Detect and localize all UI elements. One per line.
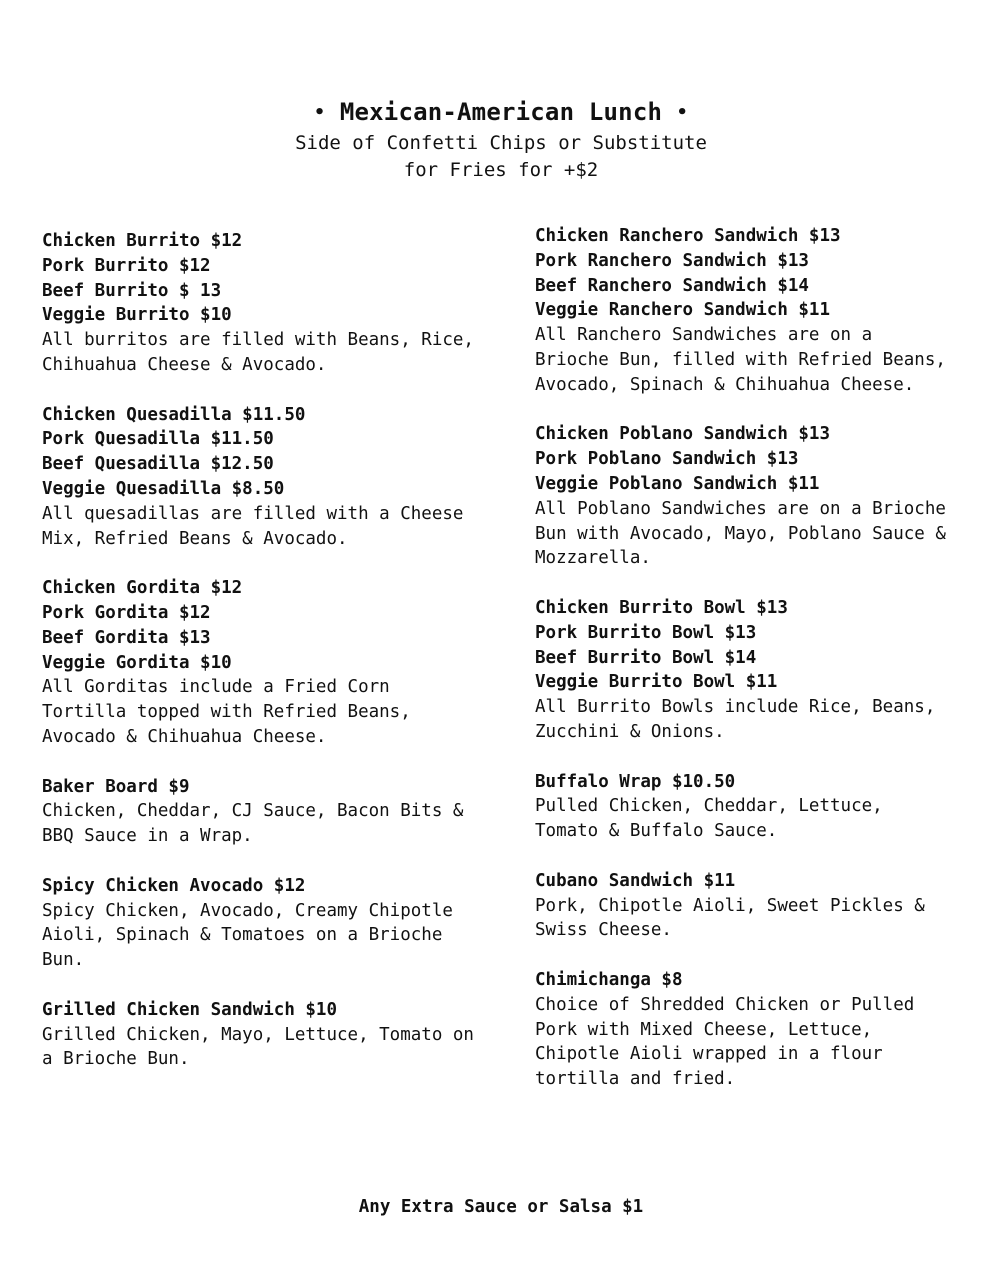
- menu-item: Chicken Ranchero Sandwich $13: [535, 226, 841, 246]
- menu-footer-note: Any Extra Sauce or Salsa $1: [358, 1197, 644, 1217]
- menu-item: Chicken Gordita $12: [42, 578, 243, 599]
- menu-item-description: Pork, Chipotle Aioli, Sweet Pickles & Swiss Cheese.: [535, 895, 925, 941]
- menu-item-description: Grilled Chicken, Mayo, Lettuce, Tomato on a Brioche Bun.: [42, 1024, 474, 1070]
- menu-section: [535, 770, 975, 844]
- menu-section: [42, 576, 502, 750]
- menu-item-description: All Gorditas include a Fried Corn Tortilla topped with Refried Beans, Avocado & Chihuahua Cheese.: [42, 677, 411, 747]
- menu-item: Chicken Poblano Sandwich $13: [535, 424, 831, 445]
- menu-title-text: Mexican-American Lunch: [339, 98, 663, 126]
- menu-item: Pork Gordita $12: [42, 602, 211, 623]
- menu-section: [42, 874, 502, 973]
- menu-section: [42, 998, 502, 1072]
- menu-item: Beef Gordita $13: [42, 627, 211, 648]
- menu-item-description: All Burrito Bowls include Rice, Beans, Zucchini & Onions.: [535, 697, 936, 742]
- menu-item: Veggie Gordita $10: [42, 652, 232, 673]
- menu-item: Veggie Quesadilla $8.50: [42, 478, 285, 499]
- menu-item: Beef Burrito $ 13: [42, 280, 222, 301]
- menu-item: Chicken Burrito $12: [42, 231, 243, 251]
- menu-section: [535, 869, 975, 943]
- menu-section: [42, 403, 502, 552]
- menu-section: [535, 422, 975, 571]
- menu-item: Chicken Burrito Bowl $13: [535, 597, 788, 618]
- menu-item: Buffalo Wrap $10.50: [535, 771, 736, 792]
- menu-section: [42, 229, 502, 378]
- menu-item: Beef Burrito Bowl $14: [535, 647, 757, 668]
- menu-item: Pork Quesadilla $11.50: [42, 429, 274, 450]
- menu-item: Veggie Burrito $10: [42, 305, 232, 326]
- menu-item-description: All burritos are filled with Beans, Rice, Chihuahua Cheese & Avocado.: [42, 330, 474, 375]
- menu-item-description: All quesadillas are filled with a Cheese Mix, Refried Beans & Avocado.: [42, 503, 464, 549]
- menu-item: Cubano Sandwich $11: [535, 870, 736, 891]
- menu-item: Spicy Chicken Avocado $12: [42, 875, 306, 896]
- menu-section: [42, 775, 502, 849]
- left-menu-column: [42, 229, 502, 1097]
- menu-section: [535, 596, 975, 745]
- menu-item: Chicken Quesadilla $11.50: [42, 404, 306, 425]
- bullet-right: •: [676, 102, 688, 123]
- menu-item-description: Pulled Chicken, Cheddar, Lettuce, Tomato & Buffalo Sauce.: [535, 796, 883, 842]
- menu-item: Chimichanga $8: [535, 969, 683, 990]
- right-menu-column: [535, 224, 975, 1117]
- menu-item: Veggie Ranchero Sandwich $11: [535, 300, 831, 321]
- menu-item-description: Chicken, Cheddar, CJ Sauce, Bacon Bits & BBQ Sauce in a Wrap.: [42, 801, 464, 847]
- bullet-left: •: [314, 102, 326, 123]
- menu-item: Pork Burrito Bowl $13: [535, 622, 757, 643]
- menu-item-description: All Ranchero Sandwiches are on a Brioche Bun, filled with Refried Beans, Avocado, Spinach & Chihuahua Cheese.: [535, 325, 946, 395]
- menu-item: Pork Poblano Sandwich $13: [535, 449, 799, 470]
- menu-item-description: Choice of Shredded Chicken or Pulled Pork with Mixed Cheese, Lettuce, Chipotle Aioli wrapped in a flour tortilla and fried.: [535, 994, 915, 1090]
- menu-item: Pork Ranchero Sandwich $13: [535, 250, 809, 271]
- menu-item: Veggie Poblano Sandwich $11: [535, 473, 820, 494]
- menu-section: [535, 224, 975, 398]
- menu-item-description: All Poblano Sandwiches are on a Brioche Bun with Avocado, Mayo, Poblano Sauce & Mozzarella.: [535, 498, 946, 569]
- menu-item: Beef Ranchero Sandwich $14: [535, 275, 809, 296]
- menu-item: Veggie Burrito Bowl $11: [535, 672, 778, 693]
- menu-subtitle: Side of Confetti Chips or Substitute for Fries for +$2: [295, 132, 707, 181]
- menu-item-description: Spicy Chicken, Avocado, Creamy Chipotle Aioli, Spinach & Tomatoes on a Brioche Bun.: [42, 900, 453, 971]
- menu-item: Pork Burrito $12: [42, 255, 211, 276]
- menu-section: [535, 968, 975, 1092]
- menu-header: [0, 96, 1002, 184]
- menu-item: Grilled Chicken Sandwich $10: [42, 999, 338, 1020]
- menu-item: Beef Quesadilla $12.50: [42, 454, 274, 475]
- menu-title: [0, 96, 1002, 129]
- menu-item: Baker Board $9: [42, 776, 190, 797]
